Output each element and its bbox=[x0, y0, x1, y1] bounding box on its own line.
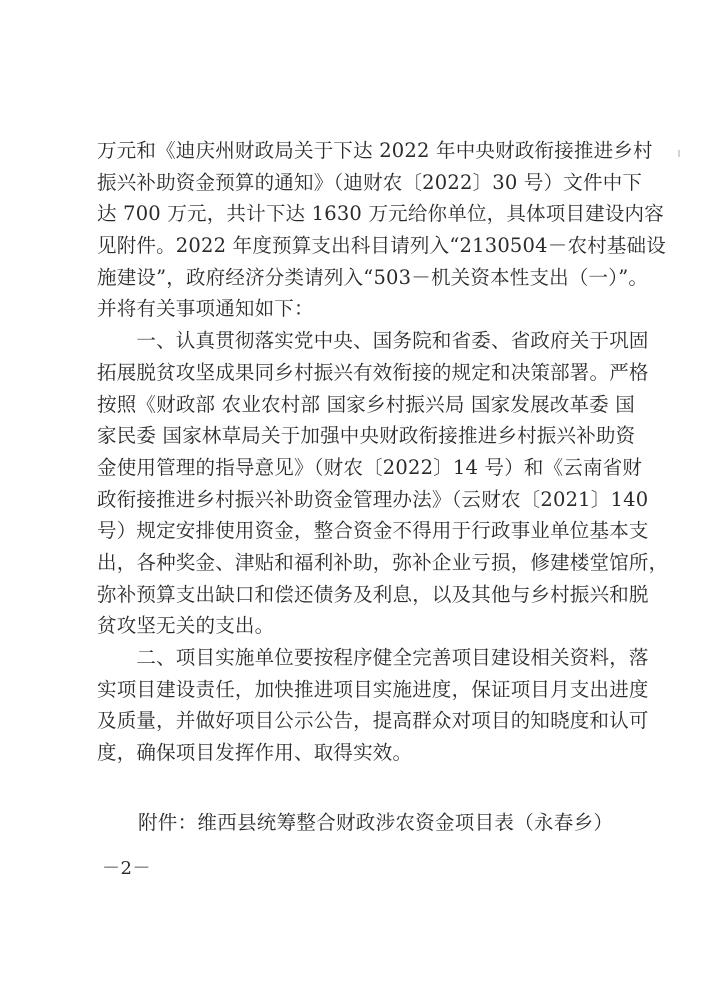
text-line: 家民委 国家林草局关于加强中央财政衔接推进乡村振兴补助资 bbox=[97, 424, 636, 448]
text-line: 万元和《迪庆州财政局关于下达 2022 年中央财政衔接推进乡村 bbox=[97, 139, 653, 162]
paragraph-item-1 bbox=[97, 325, 669, 642]
text-line: 金使用管理的指导意见》（财农〔2022〕14 号）和《云南省财 bbox=[97, 455, 643, 479]
text-line: 度，确保项目发挥作用、取得实效。 bbox=[97, 741, 413, 765]
text-line: 二、项目实施单位要按程序健全完善项目建设相关资料，落 bbox=[97, 646, 649, 669]
text-line: 弥补预算支出缺口和偿还债务及利息，以及其他与乡村振兴和脱 bbox=[97, 582, 649, 606]
text-line: 见附件。2022 年度预算支出科目请列入“2130504－农村基础设 bbox=[97, 234, 666, 258]
text-line: 振兴补助资金预算的通知》（迪财农〔2022〕30 号）文件中下 bbox=[97, 170, 643, 194]
text-line: 并将有关事项通知如下： bbox=[97, 297, 314, 321]
text-line: 贫攻坚无关的支出。 bbox=[97, 614, 275, 638]
text-line: 政衔接推进乡村振兴补助资金管理办法》（云财农〔2021〕140 bbox=[97, 487, 649, 511]
text-line: 出，各种奖金、津贴和福利补助，弥补企业亏损，修建楼堂馆所， bbox=[97, 550, 669, 574]
text-line: 按照《财政部 农业农村部 国家乡村振兴局 国家发展改革委 国 bbox=[97, 392, 635, 416]
paragraph-intro bbox=[97, 135, 666, 325]
text-line: 达 700 万元，共计下达 1630 万元给你单位，具体项目建设内容 bbox=[97, 202, 664, 226]
scan-artifact-mark bbox=[678, 150, 680, 157]
text-line: 一、认真贯彻落实党中央、国务院和省委、省政府关于巩固 bbox=[97, 329, 649, 353]
page-number: －2－ bbox=[102, 858, 151, 879]
paragraph-item-2 bbox=[97, 642, 649, 769]
text-line: 号）规定安排使用资金，整合资金不得用于行政事业单位基本支 bbox=[97, 519, 649, 543]
text-line: 及质量，并做好项目公示公告，提高群众对项目的知晓度和认可 bbox=[97, 709, 649, 733]
attachment-note: 附件：维西县统筹整合财政涉农资金项目表（永春乡） bbox=[138, 811, 614, 834]
document-body bbox=[97, 135, 669, 769]
text-line: 实项目建设责任，加快推进项目实施进度，保证项目月支出进度 bbox=[97, 677, 649, 701]
text-line: 施建设”，政府经济分类请列入“503－机关资本性支出（一）”。 bbox=[97, 265, 649, 289]
text-line: 拓展脱贫攻坚成果同乡村振兴有效衔接的规定和决策部署。严格 bbox=[97, 360, 649, 384]
